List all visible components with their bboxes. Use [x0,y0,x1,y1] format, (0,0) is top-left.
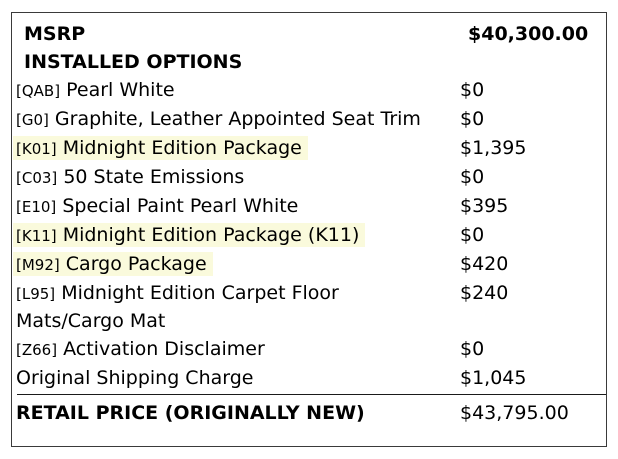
option-price: $420 [460,253,509,275]
option-row [16,135,598,163]
option-price: $240 [460,282,509,304]
installed-options-header: INSTALLED OPTIONS [24,51,243,73]
option-row [16,280,598,335]
option-code: [C03] [16,169,58,187]
option-name: 50 State Emissions [63,166,245,188]
option-price: $1,045 [460,367,527,389]
option-code: [Z66] [16,341,58,359]
option-price: $0 [460,79,485,101]
option-name: Midnight Edition Package [62,137,302,159]
option-name: Graphite, Leather Appointed Seat Trim [54,108,421,130]
option-name: Midnight Edition Package (K11) [62,224,360,246]
option-row [16,365,598,392]
option-code: [G0] [16,111,49,129]
option-price: $1,395 [460,137,527,159]
option-name: Special Paint Pearl White [62,195,299,217]
option-code: [K11] [16,227,57,245]
option-row [16,251,598,279]
option-price: $0 [460,338,485,360]
pricing-table [11,12,607,447]
option-name: Midnight Edition Carpet Floor Mats/Cargo Mat [16,282,339,332]
option-price: $0 [460,108,485,130]
option-code: [K01] [16,140,57,158]
option-code: [E10] [16,198,57,216]
retail-price-value: $43,795.00 [460,402,569,424]
msrp-row [16,21,598,48]
option-price: $395 [460,195,509,217]
option-name: Pearl White [66,79,175,101]
msrp-label: MSRP [24,23,86,45]
option-price: $0 [460,166,485,188]
option-code: [M92] [16,256,60,274]
option-code: [QAB] [16,82,61,100]
msrp-value: $40,300.00 [468,23,589,45]
option-row [16,106,598,134]
option-price: $0 [460,224,485,246]
option-name: Cargo Package [65,253,207,275]
installed-options-header-row [16,49,598,76]
option-code: [L95] [16,285,56,303]
option-row [16,193,598,221]
retail-price-label: RETAIL PRICE (ORIGINALLY NEW) [16,402,365,424]
option-row [16,336,598,364]
option-row [16,222,598,250]
option-name: Activation Disclaimer [63,338,265,360]
retail-price-row [16,395,598,427]
option-row [16,164,598,192]
option-name: Original Shipping Charge [16,367,254,389]
option-row [16,77,598,105]
